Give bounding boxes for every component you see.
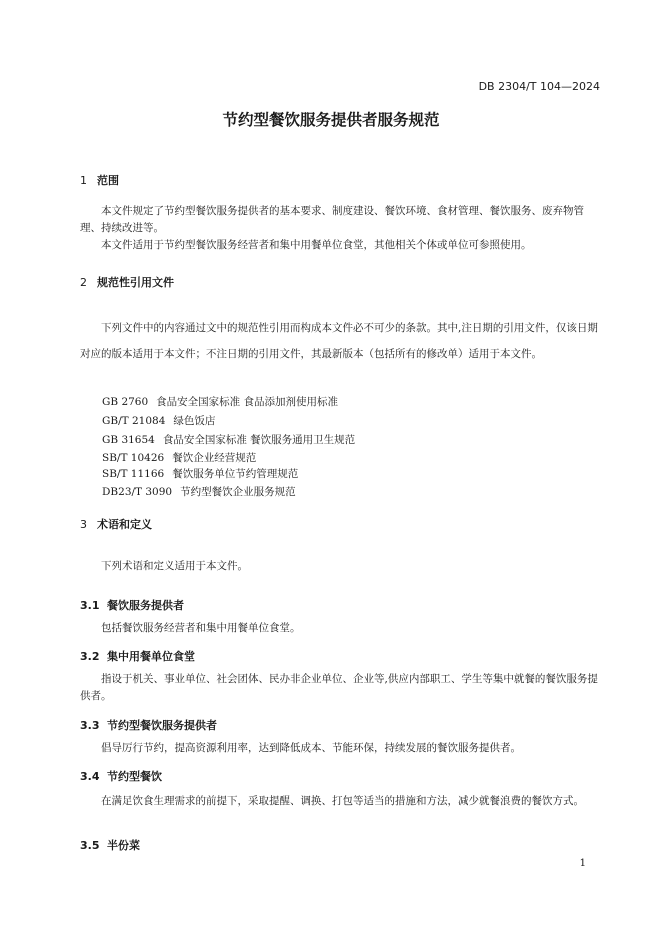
document-title: 节约型餐饮服务提供者服务规范 (222, 111, 440, 129)
section-title: 术语和定义 (97, 518, 152, 531)
reference-name: 餐饮服务单位节约管理规范 (172, 468, 299, 480)
reference-item (102, 484, 296, 499)
reference-item (102, 450, 256, 465)
term-definition: 在满足饮食生理需求的前提下，采取提醒、调换、打包等适当的措施和方法，减少就餐浪费的餐饮方式。 (101, 795, 584, 807)
term-number: 3.2 (80, 650, 100, 663)
term-heading-3-2 (80, 648, 195, 664)
term-heading-3-4 (80, 768, 162, 784)
term-definition: 指设于机关、事业单位、社会团体、民办非企业单位、企业等,供应内部职工、学生等集中就餐的餐饮服务提供者。 (80, 673, 598, 702)
reference-name: 餐饮企业经营规范 (172, 452, 257, 464)
section-title: 范围 (97, 174, 119, 187)
paragraph: 本文件适用于节约型餐饮服务经营者和集中用餐单位食堂，其他相关个体或单位可参照使用。 (101, 239, 532, 251)
paragraph: 本文件规定了节约型餐饮服务提供者的基本要求、制度建设、餐饮环境、食材管理、餐饮服务、废弃物管理、持续改进等。 (80, 205, 584, 234)
reference-code: GB 2760 (102, 396, 149, 408)
reference-name: 绿色饭店 (173, 415, 216, 427)
term-heading-3-5 (80, 837, 140, 853)
page-number: 1 (579, 858, 586, 869)
section-heading-2 (80, 274, 174, 290)
term-number: 3.1 (80, 599, 100, 612)
section-title: 规范性引用文件 (97, 276, 174, 289)
term-number: 3.5 (80, 839, 100, 852)
reference-item (102, 466, 298, 481)
reference-code: GB 31654 (102, 434, 155, 446)
reference-item (102, 394, 338, 409)
section-heading-1 (80, 172, 119, 188)
term-title: 餐饮服务提供者 (107, 599, 184, 612)
paragraph: 下列术语和定义适用于本文件。 (101, 560, 248, 572)
reference-name: 食品安全国家标准 餐饮服务通用卫生规范 (162, 434, 356, 446)
term-title: 节约型餐饮 (107, 770, 162, 783)
reference-code: SB/T 10426 (102, 452, 165, 464)
section-heading-3 (80, 516, 152, 532)
section-number: 3 (80, 518, 87, 531)
reference-code: DB23/T 3090 (102, 486, 173, 498)
reference-item (102, 413, 215, 428)
term-definition: 倡导厉行节约，提高资源利用率，达到降低成本、节能环保，持续发展的餐饮服务提供者。 (101, 742, 521, 754)
term-number: 3.4 (80, 770, 100, 783)
term-number: 3.3 (80, 719, 100, 732)
reference-item (102, 432, 355, 447)
term-definition: 包括餐饮服务经营者和集中用餐单位食堂。 (101, 622, 301, 634)
term-title: 节约型餐饮服务提供者 (107, 719, 217, 732)
section-number: 1 (80, 174, 87, 187)
reference-code: GB/T 21084 (102, 415, 166, 427)
term-heading-3-1 (80, 597, 184, 613)
reference-name: 食品安全国家标准 食品添加剂使用标准 (156, 396, 339, 408)
document-code: DB 2304/T 104—2024 (478, 80, 600, 93)
reference-name: 节约型餐饮企业服务规范 (180, 486, 296, 498)
reference-code: SB/T 11166 (102, 468, 165, 480)
paragraph: 下列文件中的内容通过文中的规范性引用而构成本文件必不可少的条款。其中,注日期的引用文件，仅该日期对应的版本适用于本文件；不注日期的引用文件，其最新版本（包括所有的修改单）适用于本文件。 (80, 322, 598, 360)
term-title: 集中用餐单位食堂 (107, 650, 195, 663)
section-number: 2 (80, 276, 87, 289)
term-title: 半份菜 (107, 839, 140, 852)
term-heading-3-3 (80, 717, 217, 733)
